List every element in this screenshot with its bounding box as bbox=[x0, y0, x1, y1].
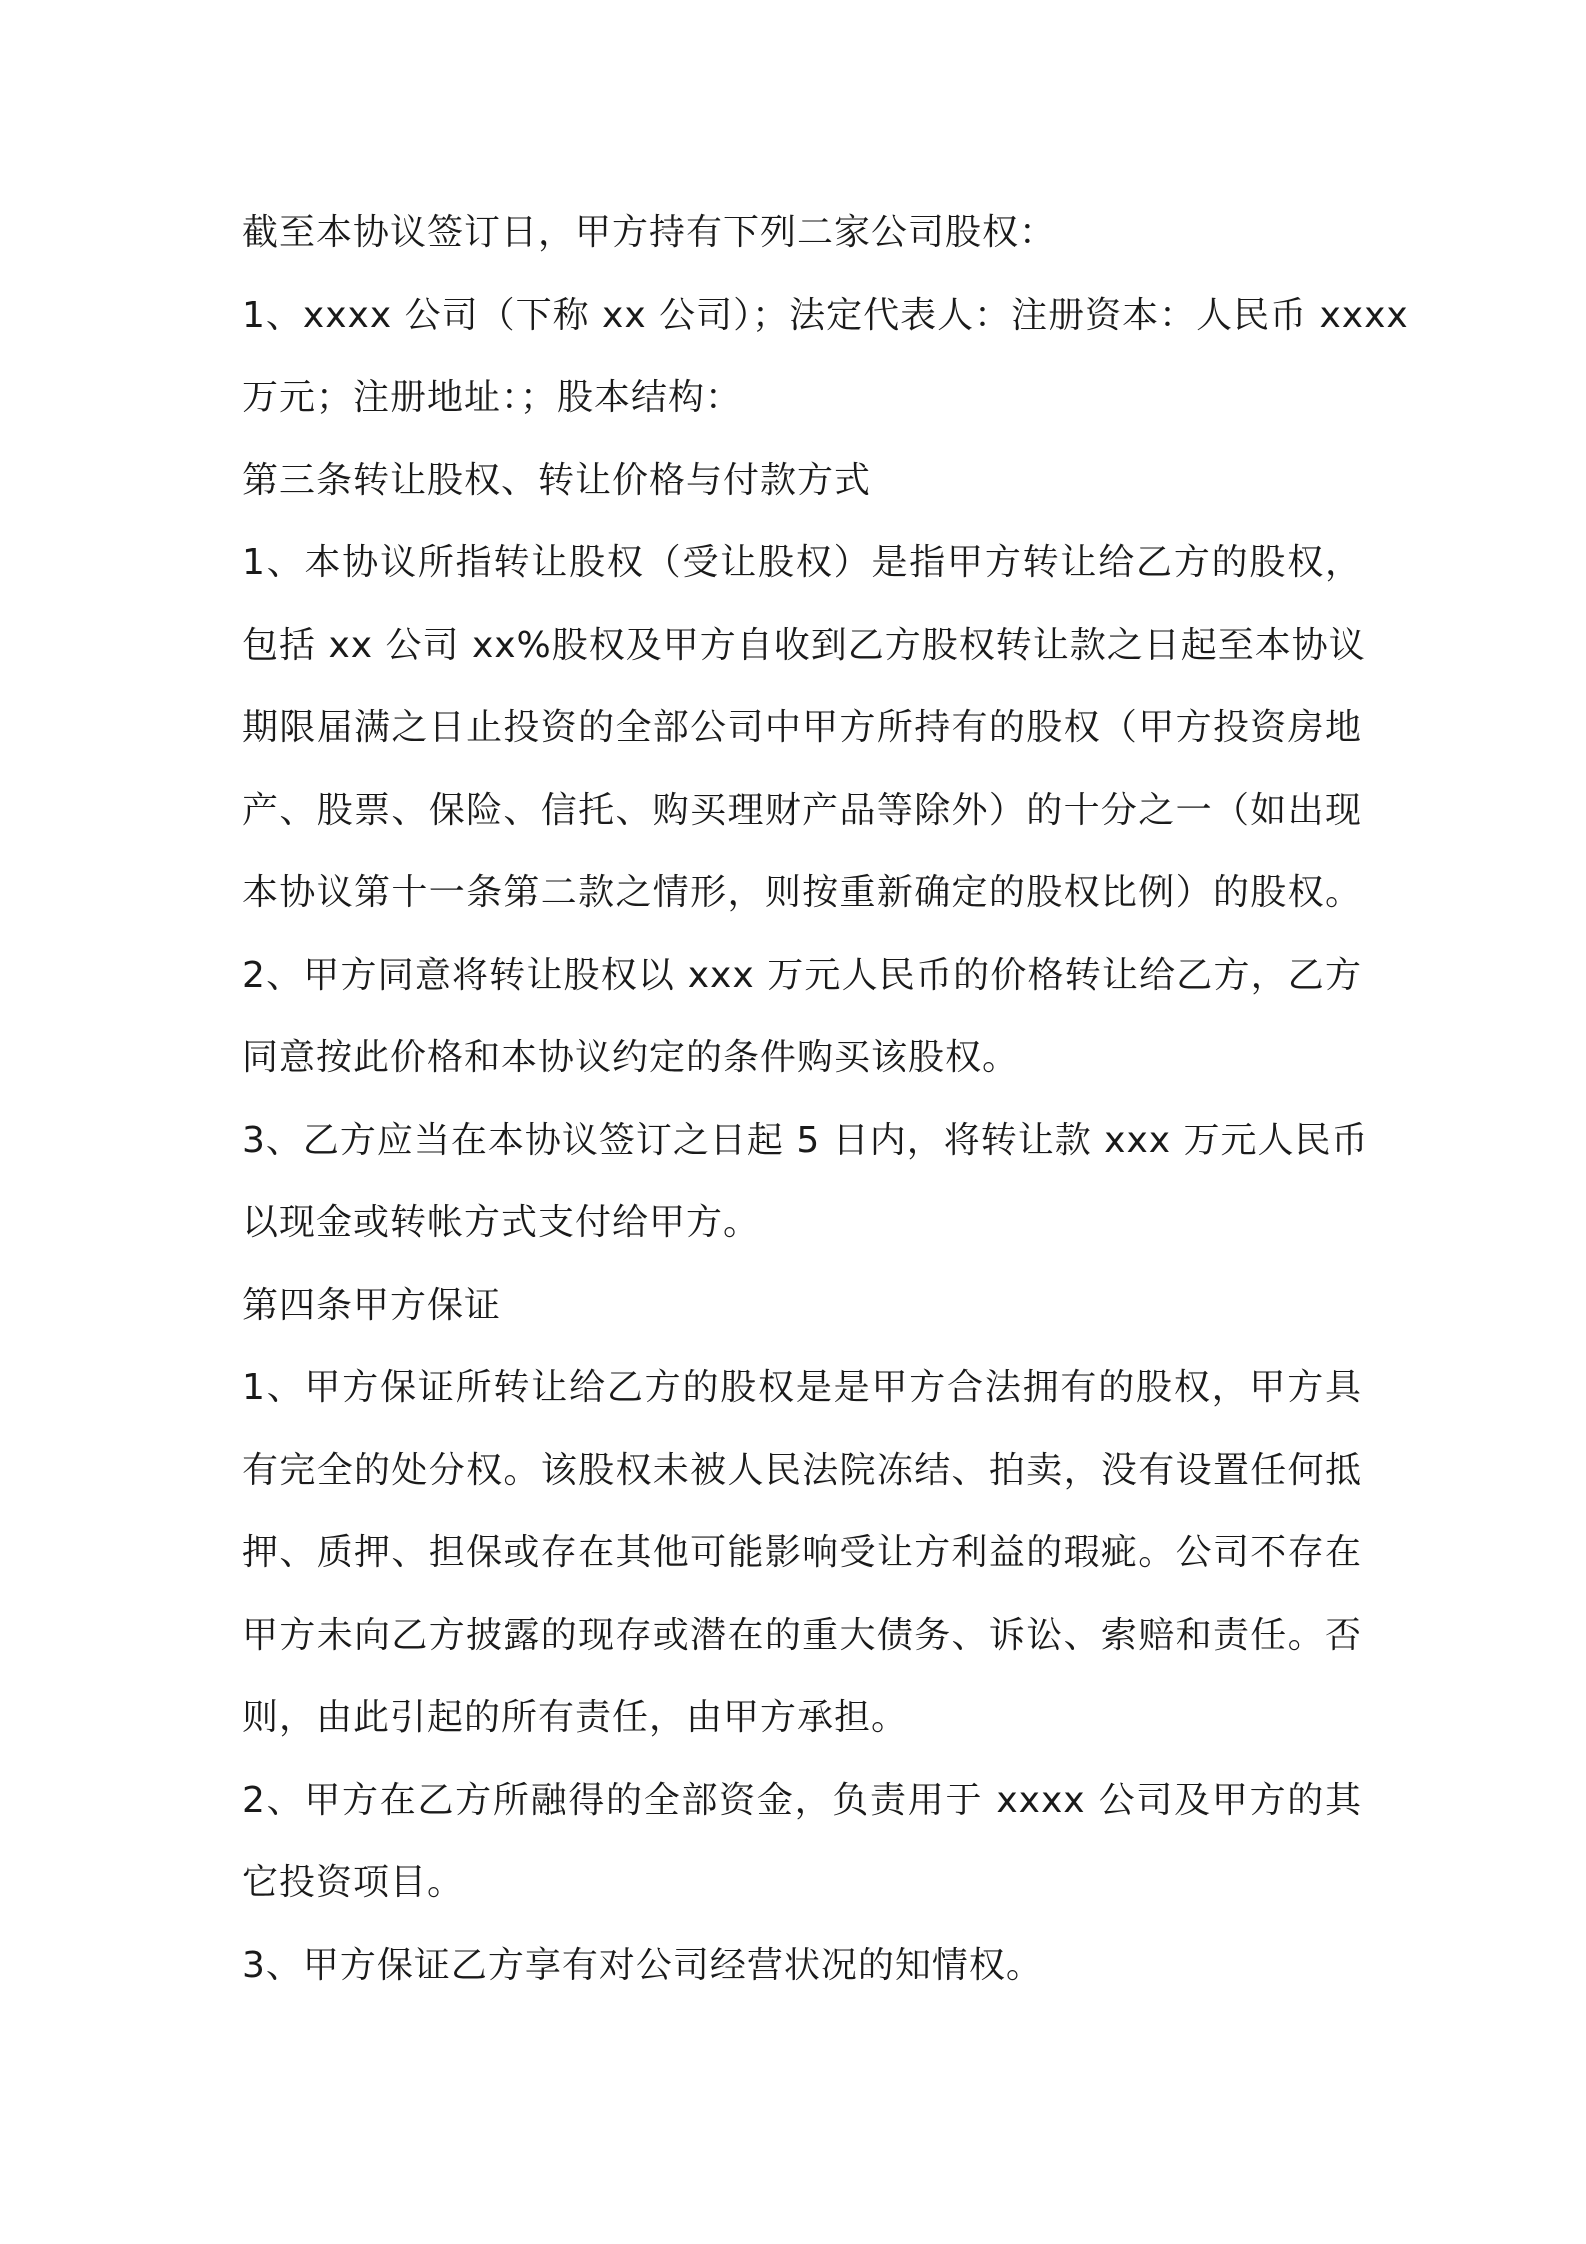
text-line: 甲方未向乙方披露的现存或潜在的重大债务、诉讼、索赔和责任。否 bbox=[242, 1614, 1362, 1656]
text-line: 1、xxxx 公司（下称 xx 公司）；法定代表人：注册资本：人民币 xxxx bbox=[242, 294, 1409, 336]
text-line: 3、乙方应当在本协议签订之日起 5 日内，将转让款 xxx 万元人民币 bbox=[242, 1119, 1369, 1161]
text-line: 2、甲方同意将转让股权以 xxx 万元人民币的价格转让给乙方，乙方 bbox=[242, 954, 1362, 996]
text-line: 1、本协议所指转让股权（受让股权）是指甲方转让给乙方的股权， bbox=[242, 542, 1362, 583]
text-line: 有完全的处分权。该股权未被人民法院冻结、拍卖，没有设置任何抵 bbox=[242, 1449, 1362, 1491]
text-line: 期限届满之日止投资的全部公司中甲方所持有的股权（甲方投资房地 bbox=[242, 707, 1362, 748]
text-line: 1、甲方保证所转让给乙方的股权是是甲方合法拥有的股权，甲方具 bbox=[242, 1367, 1362, 1408]
section-heading-article-3: 第三条转让股权、转让价格与付款方式 bbox=[242, 459, 872, 501]
text-line: 包括 xx 公司 xx%股权及甲方自收到乙方股权转让款之日起至本协议 bbox=[242, 624, 1366, 666]
text-line: 2、甲方在乙方所融得的全部资金，负责用于 xxxx 公司及甲方的其 bbox=[242, 1779, 1362, 1821]
text-line: 则，由此引起的所有责任，由甲方承担。 bbox=[242, 1697, 909, 1738]
document-body bbox=[242, 192, 1409, 2007]
text-line: 以现金或转帐方式支付给甲方。 bbox=[242, 1202, 761, 1243]
text-line: 3、甲方保证乙方享有对公司经营状况的知情权。 bbox=[242, 1944, 1043, 1986]
text-line: 截至本协议签订日，甲方持有下列二家公司股权： bbox=[242, 212, 1057, 253]
text-line: 押、质押、担保或存在其他可能影响受让方利益的瑕疵。公司不存在 bbox=[242, 1532, 1362, 1573]
section-heading-article-4: 第四条甲方保证 bbox=[242, 1284, 502, 1326]
text-line: 它投资项目。 bbox=[242, 1862, 465, 1903]
text-line: 万元；注册地址：；股本结构： bbox=[242, 377, 743, 418]
text-line: 同意按此价格和本协议约定的条件购买该股权。 bbox=[242, 1037, 1020, 1078]
text-line: 本协议第十一条第二款之情形，则按重新确定的股权比例）的股权。 bbox=[242, 872, 1362, 913]
text-line: 产、股票、保险、信托、购买理财产品等除外）的十分之一（如出现 bbox=[242, 789, 1362, 831]
